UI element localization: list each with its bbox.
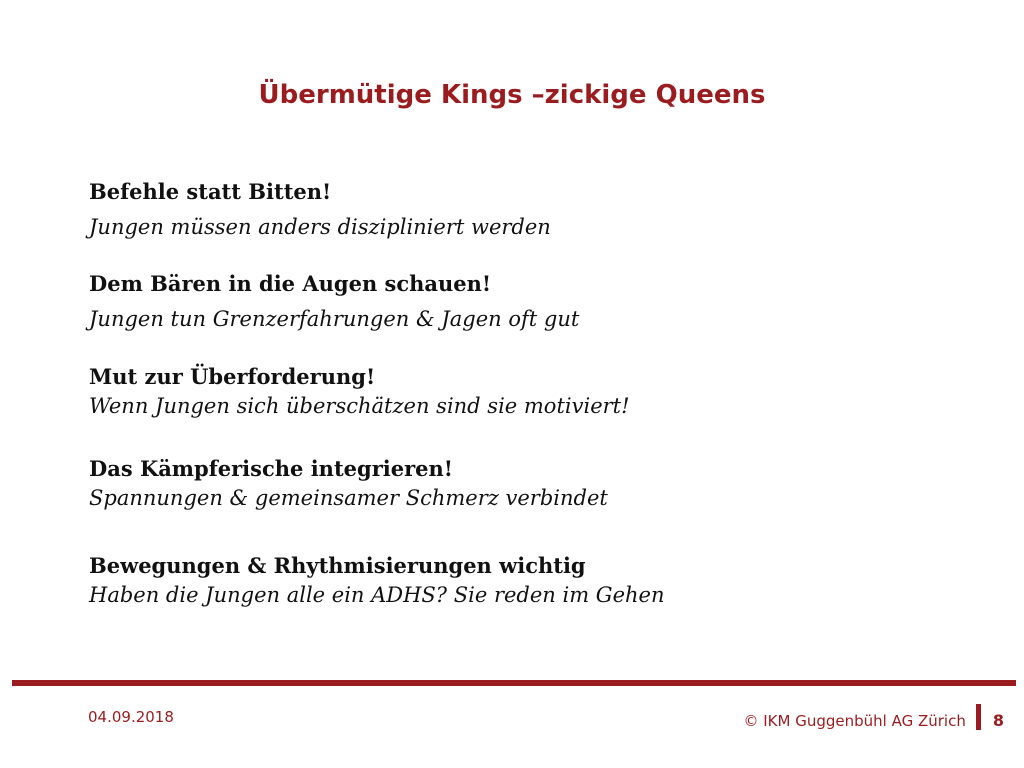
footer-date: 04.09.2018 xyxy=(88,708,174,726)
list-item xyxy=(89,455,608,513)
item-heading: Bewegungen & Rhythmisierungen wichtig xyxy=(89,553,586,578)
item-heading: Das Kämpferische integrieren! xyxy=(89,456,454,481)
item-subtext: Haben die Jungen alle ein ADHS? Sie reden im Gehen xyxy=(89,583,665,607)
item-subtext: Jungen müssen anders diszipliniert werden xyxy=(89,215,551,239)
footer-right xyxy=(743,703,1004,730)
item-subtext: Jungen tun Grenzerfahrungen & Jagen oft gut xyxy=(89,307,580,331)
item-heading: Mut zur Überforderung! xyxy=(89,364,376,389)
item-subtext: Wenn Jungen sich überschätzen sind sie motiviert! xyxy=(89,394,630,418)
footer-copyright: © IKM Guggenbühl AG Zürich xyxy=(743,711,966,730)
item-heading: Dem Bären in die Augen schauen! xyxy=(89,271,492,296)
page-number: 8 xyxy=(992,711,1004,730)
list-item xyxy=(89,363,630,421)
item-heading: Befehle statt Bitten! xyxy=(89,179,332,204)
list-item xyxy=(89,270,579,334)
slide-title: Übermütige Kings –zickige Queens xyxy=(258,80,766,110)
item-subtext: Spannungen & gemeinsamer Schmerz verbindet xyxy=(89,486,608,510)
footer-divider xyxy=(12,680,1016,686)
list-item xyxy=(89,552,664,610)
list-item xyxy=(89,178,551,242)
footer-separator xyxy=(976,704,981,730)
